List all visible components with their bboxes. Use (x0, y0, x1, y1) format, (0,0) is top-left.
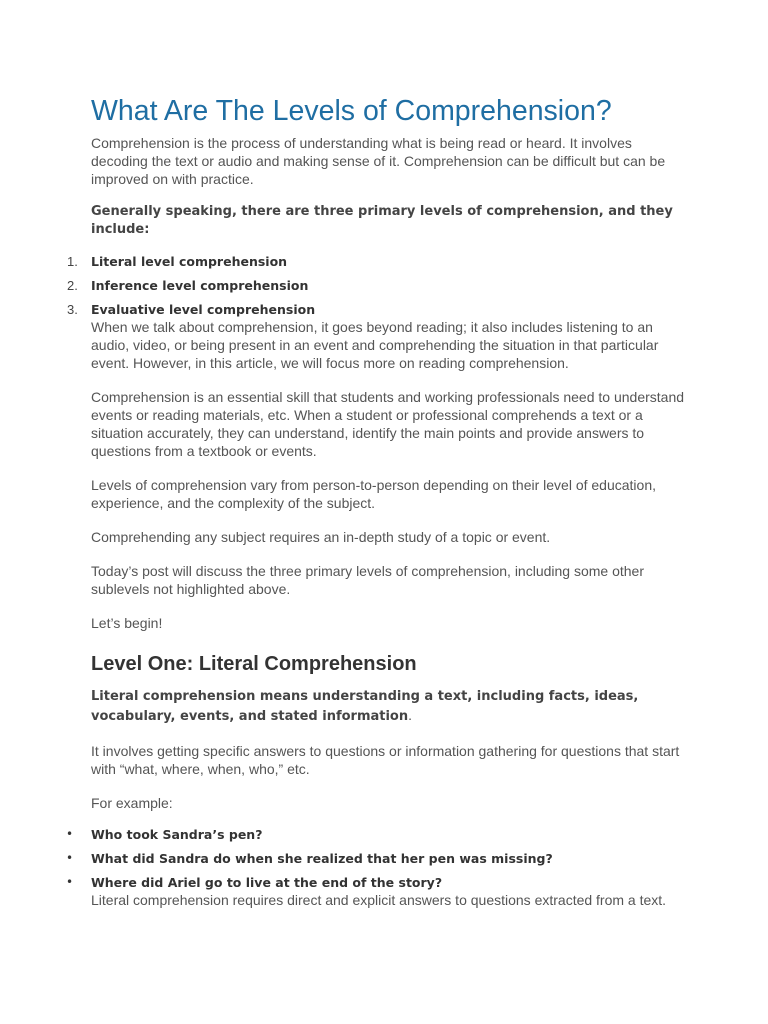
bullet-icon: • (66, 827, 74, 841)
body-paragraph: Comprehending any subject requires an in-depth study of a topic or event. (91, 529, 551, 545)
list-item (66, 826, 691, 843)
bullet-icon: • (66, 875, 74, 889)
bullet-icon: • (66, 851, 74, 865)
list-number: 3. (67, 302, 78, 317)
body-paragraph: When we talk about comprehension, it goes beyond reading; it also includes listening to an audio, video, or being present in an event and comprehending the situation in that particular event. However, in this article, we will focus more on reading comprehension. (91, 319, 659, 371)
list-item-label: Where did Ariel go to live at the end of the story? (91, 875, 443, 890)
list-item (67, 277, 691, 294)
definition-paragraph (91, 686, 691, 726)
body-paragraph: Let’s begin! (91, 615, 163, 631)
definition-text: Literal comprehension means understanding a text, including facts, ideas, vocabulary, events, and stated information (91, 689, 639, 724)
list-item (67, 253, 691, 270)
list-item-label: Evaluative level comprehension (91, 302, 316, 317)
list-number: 2. (67, 278, 78, 293)
list-item-label: Literal level comprehension (91, 254, 288, 269)
levels-list (67, 253, 691, 318)
page-title: What Are The Levels of Comprehension? (91, 95, 612, 127)
list-item (66, 874, 691, 891)
levels-intro: Generally speaking, there are three primary levels of comprehension, and they include: (91, 204, 673, 237)
list-item (67, 301, 691, 318)
list-number: 1. (67, 254, 78, 269)
list-item (66, 850, 691, 867)
intro-paragraph: Comprehension is the process of understanding what is being read or heard. It involves decoding the text or audio and making sense of it. Comprehension can be difficult but can be improved on with practice. (91, 135, 666, 187)
definition-period: . (408, 707, 413, 723)
article-body (66, 93, 691, 909)
body-paragraph: Comprehension is an essential skill that students and working professionals need to understand events or reading materials, etc. When a student or professional comprehends a text or a situation accurately, they can understand, identify the main points and provide answers to questions from a textbook or events. (91, 389, 685, 459)
body-paragraph: It involves getting specific answers to questions or information gathering for questions that start with “what, where, when, who,” etc. (91, 743, 680, 777)
body-paragraph: For example: (91, 795, 173, 811)
body-paragraph: Levels of comprehension vary from person-to-person depending on their level of education, experience, and the complexity of the subject. (91, 477, 656, 511)
list-item-label: What did Sandra do when she realized that her pen was missing? (91, 851, 553, 866)
questions-list (66, 826, 691, 891)
body-paragraph: Literal comprehension requires direct and explicit answers to questions extracted from a text. (91, 892, 667, 908)
section-heading: Level One: Literal Comprehension (91, 653, 417, 675)
list-item-label: Who took Sandra’s pen? (91, 827, 263, 842)
body-paragraph: Today’s post will discuss the three primary levels of comprehension, including some other sublevels not highlighted above. (91, 563, 645, 597)
list-item-label: Inference level comprehension (91, 278, 309, 293)
